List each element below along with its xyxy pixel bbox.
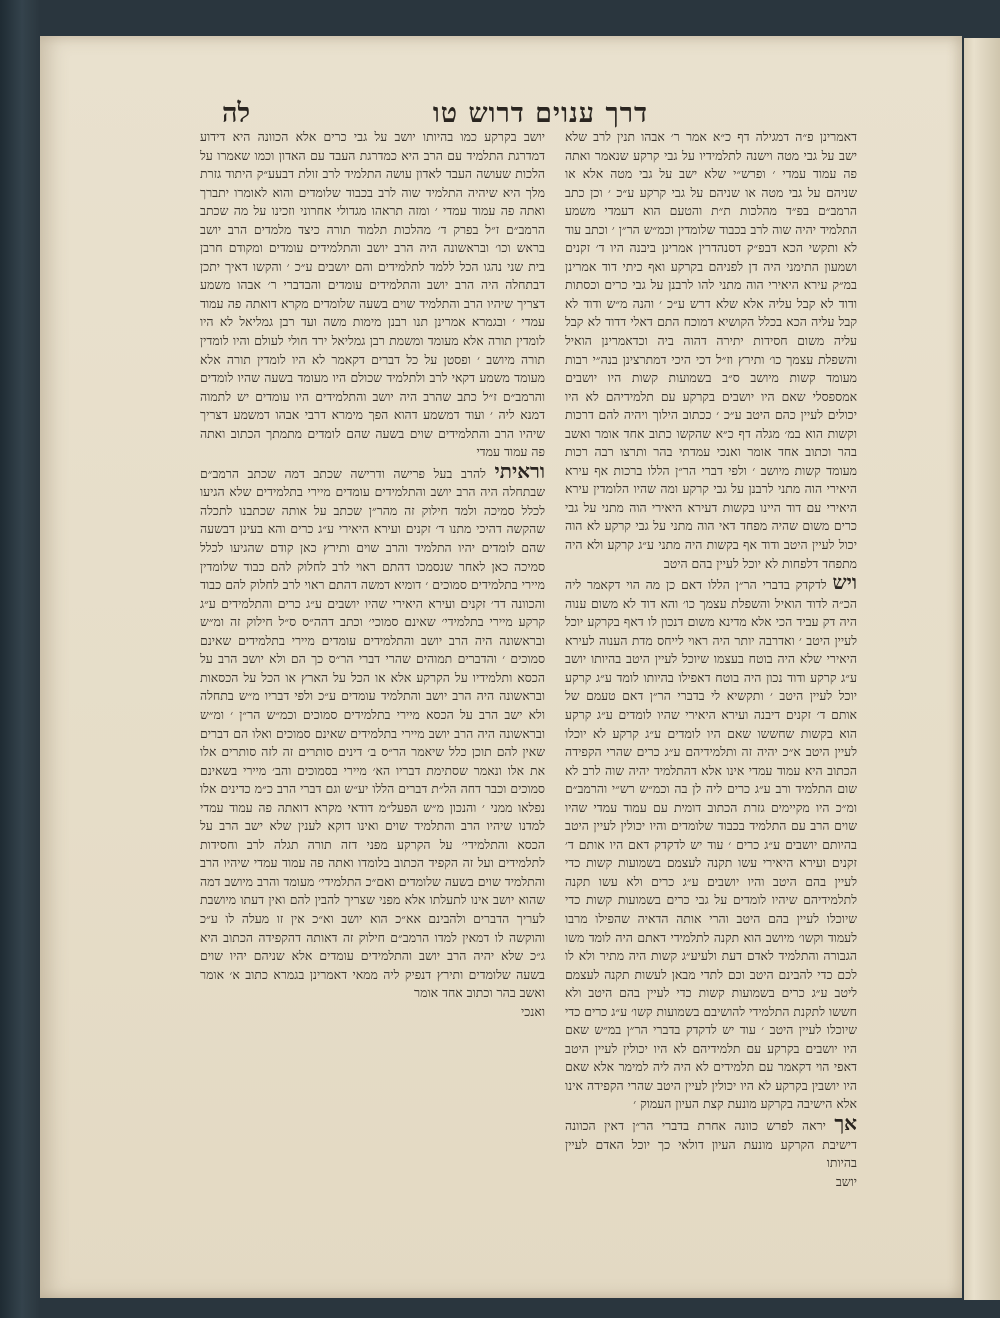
left-text-column xyxy=(200,128,545,1198)
paragraph-2 xyxy=(200,458,545,1003)
catchword: יושב xyxy=(835,1173,857,1189)
paragraph-text: להרב בעל פרישה ודרישה שכתב דמה שכתב הרמב״ם שבתחלה היה הרב יושב והתלמידים עומדים מיירי בתלמידים שלא הגיעו לכלל סמיכה ולמד חילוק זה מהר״ן שכתב על אותה שכתבנו לתכלה שהקשה דהיכי מתנו ד׳ זקנים ועירא היאירי ע״ג כרים והא בעינן דבשעה שהם לומדים יהיו התלמיד והרב שוים ותירץ כאן קודם שהגיעו לכלל סמיכה כאן לאחר שנסמכו דהתם ראוי לרב לחלוק להם כבוד שלומדין מיירי בתלמידים סמוכים ׳ דומיא דמשה דהתם ראוי לרב לחלוק להם כבוד והכוונה דד׳ זקנים ועירא היאירי שהיו יושבים ע״ג כרים והתלמידים ע״ג קרקע מיירי בתלמידי׳ שאינם סמוכי׳ וכתב דהה״ס ס״ל חילוק זה ומ״ש ובראשונה היה הרב יושב והתלמידים עומדים מיירי בתלמידים שאינם סמוכים ׳ והדברים תמוהים שהרי דברי הר״ס כך הם ולא יושב הרב על הכסא ותלמידיו על הקרקע אלא או הכל על הארץ או הכל על הכסאות ובראשונה היה הרב יושב והתלמיד עומדים ע״כ ולפי דבריו מ״ש בתחלה ולא ישב הרב על הכסא מיירי בתלמידים סמוכים וכמ״ש הר״ן ׳ ומ״ש ובראשונה היה הרב יושב מיירי בתלמידים שאינם סמוכים ואלו הם דברים שאין להם תוכן כלל שיאמר הר״ס ב׳ דינים סותרים זה לזה סותרים אלו את אלו ונאמר שסתימת דבריו הא׳ מיירי בסמוכים והב׳ מיירי בשאינם סמוכים וכבר דחה הל״ת דברים הללו יע״ש וגם דברי הרב כ״מ כדינים אלו נפלאו ממני ׳ והנכון מ״ש הפעל״מ דודאי מקרא דואתה פה עמוד עמדי למדנו שיהיו הרב והתלמיד שוים ואינו דוקא לענין שלא ישב הרב על הכסא והתלמידי׳ על הקרקע מפני דזה תורה תגלה לרב וחסידות לתלמידים ועל זה הקפיד הכתוב בלומדו ואתה פה עמוד עמדי שיהיו הרב והתלמיד שוים בשעה שלומדים ואם״כ התלמידי׳ מעומד והרב מיושב דמה שהוא יושב אינו לתעלתו אלא מפני שצריך להבין להם ואין דעתו מיושבת לעריך הדברים ולהבינם אא״כ הוא יושב וא״כ אין זו מעלה לו ע״כ והוקשה לו דמאין למדו הרמב״ם חילוק זה דאותה דהקפידה הכתוב היא ג״כ שלא יהיה הרב יושב והתלמידים עומדים אלא שניהם יהיו שוים בשעה שלומדים ותירץ דנפיק ליה ממאי דאמרינן בגמרא כתוב א׳ אומר ואשב בהר וכתוב אחד אומר xyxy=(200,465,545,1001)
lead-word: אך xyxy=(834,1110,857,1135)
paragraph-3 xyxy=(565,1110,857,1173)
paragraph-text: יראה לפרש כוונה אחרת בדברי הר״ן דאין הכוונה דישיבת הקרקע מונעת העיון דולאי כך יוכל האדם לעיין בהיותו xyxy=(565,1117,857,1171)
paragraph-2 xyxy=(565,570,857,1114)
running-title: דרך ענוים דרוש טו xyxy=(432,98,648,129)
paragraph-text: לדקדק בדברי הר״ן הללו דאם כן מה הוי דקאמר ליה הכ״ה לדוד הואיל והשפלת עצמך כו׳ והא דוד לא משום ענוה היה דק עביד הכי אלא מדינא משום דנכון לו דאף בקרקע יוכל לעיין היטב ׳ ואדרבה יותר היה ראוי לייחס מדת הענוה לעירא היאירי שלא היה בוטח בעצמו שיוכל לעיין היטב בהיותו יושב ע״ג קרקע ודוד נכון היה בוטח דאפילו בהיותו לומד ע״ג קרקע יוכל לעיין היטב ׳ ותקשיא לי בדברי הר״ן דאם טעמם של אותם ד׳ זקנים דיבנה ועירא היאירי שהיו לומדים ע״ג קרקע הוא בקשות שחששו שאם היו לומדים ע״ג קרקע לא יוכלו לעיין היטב א״כ יהיה זה ותלמידיהם ע״ג כרים שהרי הקפידה הכתוב היא עמוד עמדי אינו אלא דהתלמיד יהיה שוה לרב לא שום התלמיד ורב ע״ג כרים ליה לן בה וכמ״ש רש״י והרמב״ם ומ״כ היו מקיימים גזרת הכתוב דומית עם עמוד עמדי שהיו שוים הרב עם התלמיד בכבוד שלומדים והיו יכולין לעיין היטב בהיותם יושבים ע״ג כרים ׳ עוד יש לדקדק דאם היו אותם ד׳ זקנים ועירא היאירי עשו תקנה לעצמם בשמועות קשות כדי לעיין בהם היטב והיו יושבים ע״ג כרים ולא עשו תקנה לתלמידיהם שיהיו לומדים על גבי כרים בשמועות קשות כדי שיוכלו לעיין בהם היטב והרי אותה הדאיה שהפילו מרבו לעמוד וקשו׳ מיושב הוא תקנה לתלמידי דאתם היה לומד משו הגבורה והתלמיד לאדם דעת ולעיע״ג קשות היה מתיר ולא לו לכם כדי להבינם היטב וכם לתדי מבאן לעשות תקנה לעצמם ליטב ע״ג כרים בשמועות קשות כדי לעיין בהם היטב ולא חששו לתקנת התלמידי להושיבם בשמועות קשו׳ ע״ג כרים כדי שיוכלו לעיין היטב ׳ עוד יש לדקדק בדברי הר״ן במ״ש שאם היו יושבים בקרקע עם תלמידיהם לא היו יכולין לעיין היטב דאפי הוי דקאמר עם תלמידים לא היה ליה למימר אלא שאם היו יושבין בקרקע לא היו יכולין לעיין היטב שהרי הקפידה אינו אלא הישיבה בקרקע מונעת קצת העיון העמוק ׳ xyxy=(565,577,857,1112)
paragraph-1: דאמרינן פ״ה דמגילה דף כ״א אמר ר׳ אבהו תנין לרב שלא ישב על גבי מטה וישנה לתלמידיו על גבי קרקע שנאמר ואתה פה עמוד עמדי ׳ ופרש״י שלא ישב על גבי מטה אלא או שניהם על גבי מטה או שניהם על גבי קרקע ע״כ ׳ וכן כתב הרמב״ם בפ״ד מהלכות ת״ת והטעם הוא דעמדי משמע התלמיד יהיה שוה לרב בכבוד שלומדין וכמ״ש הר״ן ׳ וכתב עוד לא ותקשי הכא דבפ״ק דסנהדרין אמרינן ביבנה היו ד׳ זקנים ושמעון התימני היה דן לפניהם בקרקע ואף כיתי דוד אמרינן במ״ק עירא היאירי הוה מתני להו לרבנן על גבי כרים וכסתות ודוד לא קבל עליה אלא שלא דרש ע״כ ׳ והנה מ״ש ודוד לא קבל עליה הכא בכלל הקושיא דמוכח התם דאלי דדוד לא קבל עליה משום חסידות יתירה דהוה ביה וכדאמרינן הואיל והשפלת עצמך כו׳ ותירץ וז״ל דכי היכי דמתרצינן בנה״י רבות מעומד קשות מיושב ס״ב בשמועות קשות היו יושבים אמספסלי שאם היו יושבים בקרקע עם תלמידיהם לא היו יכולים לעיין כהם היטב ע״כ ׳ ככתוב הילוך ויהיה להם דרכות וקשות הוא במ׳ מגלה דף כ״א שהקשו כתוב אחד אומר ואשב בהר וכתוב אחד אומר ואנכי עמדתי בהר ותרצו רבה רכות מעומד קשות מיושב ׳ ולפי דברי הר״ן הללו ברכות אף עירא היאירי הוה מתני לרבנן על גבי קרקע ומה שהיו הלומדין עירא היאירי עם דוד היינו בקשות דעירא היאירי הוה מתני על גבי כרים משום שהיה מפחד דאי הוה מתני על גבי קרקע לא הוה יכול לעיין היטב ודוד אף בקשות היה מתני ע״ג קרקע ולא היה מתפחד דלפחות לא יוכל לעיין בהם היטב xyxy=(565,129,857,571)
facing-page-edge xyxy=(964,38,1000,1300)
folio-number: לה xyxy=(222,98,251,129)
paragraph-1: יושב בקרקע כמו בהיותו יושב על גבי כרים אלא הכוונה היא דידוע דמדרגת התלמיד עם הרב היא כמדרגת העבד עם האדון וכמו שאמרו על הלכות שעושה העבד לאדון עושה התלמיד לרב זולת דבעע״ק היתוד גזרת מלך היא שיהיה התלמיד שוה לרב בכבוד שלומדים והוא לאומרו יתברך ואתה פה עמוד עמדי ׳ ומזה תראהו מגדולי אחרוני וזכינו על מה שכתב הרמב״ם ז״ל בפרק ד׳ מהלכות תלמוד תורה כיצד מלמדים הרב יושב בראש וכו׳ ובראשונה היה הרב יושב והתלמידים עומדים ומקודם חרבן בית שני נהגו הכל ללמד לתלמידים והם יושבים ע״כ ׳ והקשו דאיך יתכן דבתחלה היה הרב יושב והתלמידים עומדים והבדברי ר׳ אבהו משמע דצריך שיהיו הרב והתלמיד שוים בשעה שלומדים מקרא דואתה פה עמוד עמדי ׳ ובגמרא אמרינן תנו רבנן מימות משה ועד רבן גמליאל לא היו לומדין תורה אלא מעומד ומשמת רבן גמליאל ירד חולי לעולם והיו לומדין תורה מיושב ׳ ופסטן על כל דברים דקאמר לא היו לומדין תורה אלא מעומד משמע דקאי לרב ולתלמיד שכולם היו מעומד בשעה שהיו לומדים והרמב״ם ז״ל כתב שהרב היה יושב והתלמידים היו עומדים יש לתמוה דמנא ליה ׳ ועוד דמשמע דהוא הפך מימרא דרבי אבהו דמשמע דצריך שיהיו הרב והתלמידים שוים בשעה שהם לומדים מתמתך הכתוב ואתה פה עמוד עמדי xyxy=(200,129,545,460)
right-text-column xyxy=(565,128,857,1198)
lead-word: ויש xyxy=(832,570,857,595)
catchword: ואנכי xyxy=(521,1003,545,1019)
lead-word: וראיתי xyxy=(494,458,545,483)
